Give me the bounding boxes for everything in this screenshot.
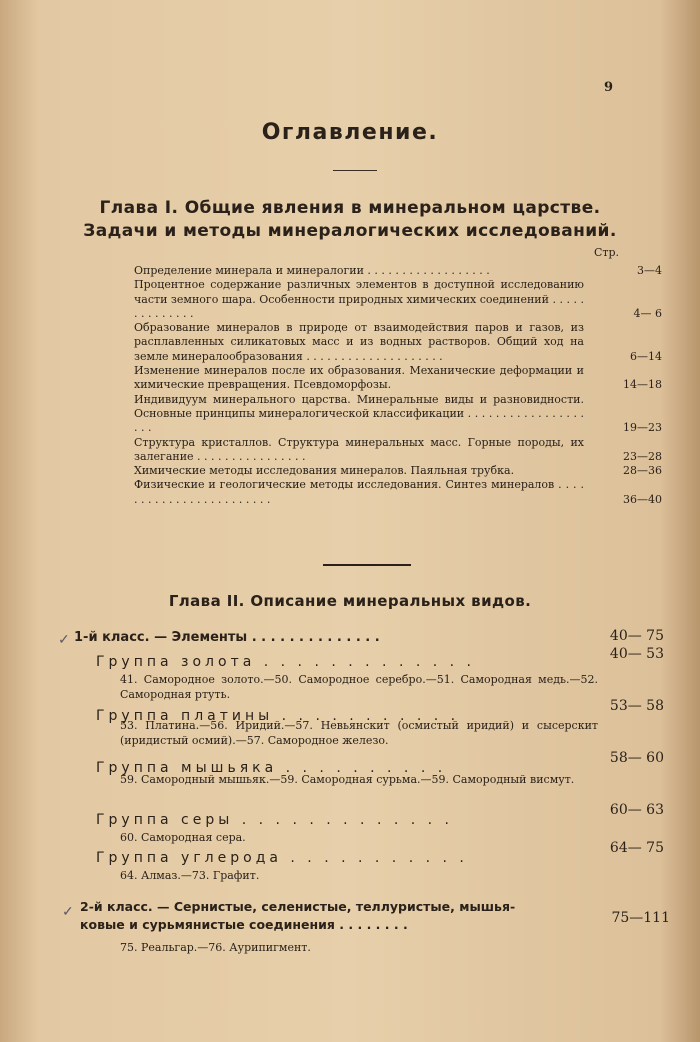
group-sulfur-pages: 60— 63 (609, 802, 664, 818)
page-number: 9 (604, 80, 614, 95)
group-platinum-pages: 53— 58 (609, 698, 664, 714)
toc-entry (134, 436, 662, 465)
group-sulfur-items: 60. Самородная сера. (120, 831, 246, 844)
toc-entry-pages: 23—28 (623, 449, 662, 463)
chapter1-heading-line1: Глава I. Общие явления в минеральном царстве. (99, 198, 601, 218)
group-arsenic-items: 59. Самородный мышьяк.—59. Самородная сурьма.—59. Самородный висмут. (120, 773, 575, 786)
page-title: Оглавление. (261, 120, 439, 145)
chapter1-heading (0, 197, 700, 243)
class2-items: 75. Реальгар.—76. Аурипигмент. (120, 941, 311, 954)
chapter1-heading-line2: Задачи и методы минералогических исследований. (83, 221, 617, 241)
toc-entry-text: Образование минералов в природе от взаимодействия паров и газов, из расплавленных силикатовых масс и из водных растворов. Общий ход на земле минералообразования . . . . . . . . . . . . . . . . . . . . (134, 321, 584, 363)
class1-title: 1-й класс. — Элементы . . . . . . . . . . . . . . (74, 630, 380, 645)
toc-entry-text: Физические и геологические методы исследования. Синтез минералов . . . . . . . . . . . . . . . . . . . . . . . . (134, 478, 584, 506)
toc-entry (134, 464, 662, 478)
group-gold-title: Группа золота . . . . . . . . . . . . . (96, 654, 476, 670)
toc-entry-pages: 4— 6 (633, 306, 662, 320)
toc-entry (134, 364, 662, 393)
toc-entry-text: Химические методы исследования минералов. Паяльная трубка. (134, 464, 515, 478)
toc-entry-text: Индивидуум минерального царства. Минеральные виды и разновидности. Основные принципы минералогической классификации . . . . . . . . . . . . . . . . . . . . (134, 392, 584, 435)
toc-entry-pages: 3—4 (637, 264, 662, 277)
group-gold-items: 41. Самородное золото.—50. Самородное серебро.—51. Самородная медь.—52. Самородная ртуть. (120, 673, 598, 701)
class2-title-line2: ковые и сурьмянистые соединения . . . . . . . . (80, 917, 408, 932)
class2-title-line1: 2-й класс. — Сернистые, селенистые, теллуристые, мышья- (80, 899, 516, 914)
group-platinum-items: 53. Платина.—56. Иридий.—57. Невьянскит (осмистый иридий) и сысерскит (иридистый осмий).—57. Самородное железо. (120, 719, 598, 747)
group-arsenic-pages: 58— 60 (609, 750, 664, 766)
toc-entry-pages: 6—14 (630, 349, 662, 363)
pencil-check-mark: ✓ (58, 632, 70, 648)
group-gold-pages: 40— 53 (609, 646, 664, 662)
toc-entry-text: Процентное содержание различных элементов в доступной исследованию части земного шара. Особенности природных химических соединений . . . . . . . . . . . . . . (134, 278, 584, 320)
toc-entry-pages: 36—40 (623, 492, 662, 506)
toc-entry (134, 278, 662, 321)
class1-pages: 40— 75 (609, 628, 664, 644)
pencil-check-mark: ✓ (62, 904, 74, 920)
group-carbon-items: 64. Алмаз.—73. Графит. (120, 869, 260, 882)
group-sulfur-title: Группа серы . . . . . . . . . . . . . (96, 812, 454, 828)
toc-entry (134, 393, 662, 436)
title-divider (333, 170, 377, 171)
toc-entry-pages: 14—18 (623, 378, 662, 392)
class2-pages: 75—111 (611, 910, 670, 926)
group-carbon-title: Группа углерода . . . . . . . . . . . (96, 850, 468, 866)
toc-entry-text: Изменение минералов после их образования. Механические деформации и химические превращения. Псевдоморфозы. (134, 364, 584, 392)
toc-entry-text: Структура кристаллов. Структура минеральных масс. Горные породы, их залегание . . . . . . . . . . . . . . . . (134, 435, 584, 463)
pages-column-header: Стр. (594, 246, 620, 259)
chapter2-heading: Глава II. Описание минеральных видов. (168, 592, 532, 610)
toc-entry (134, 264, 662, 278)
group-platinum-title: Группа платины . . . . . . . . . . . (96, 708, 460, 724)
toc-entry (134, 478, 662, 507)
toc-entry-pages: 19—23 (623, 421, 662, 435)
group-carbon-pages: 64— 75 (609, 840, 664, 856)
chapter-divider (323, 564, 411, 566)
toc-entry (134, 321, 662, 364)
group-arsenic-title: Группа мышьяка . . . . . . . . . . (96, 760, 447, 776)
toc-entry-text: Определение минерала и минералогии . . . . . . . . . . . . . . . . . . (134, 264, 490, 277)
toc-entry-pages: 28—36 (623, 464, 662, 478)
chapter1-contents (134, 264, 662, 507)
class2-title (80, 898, 592, 934)
